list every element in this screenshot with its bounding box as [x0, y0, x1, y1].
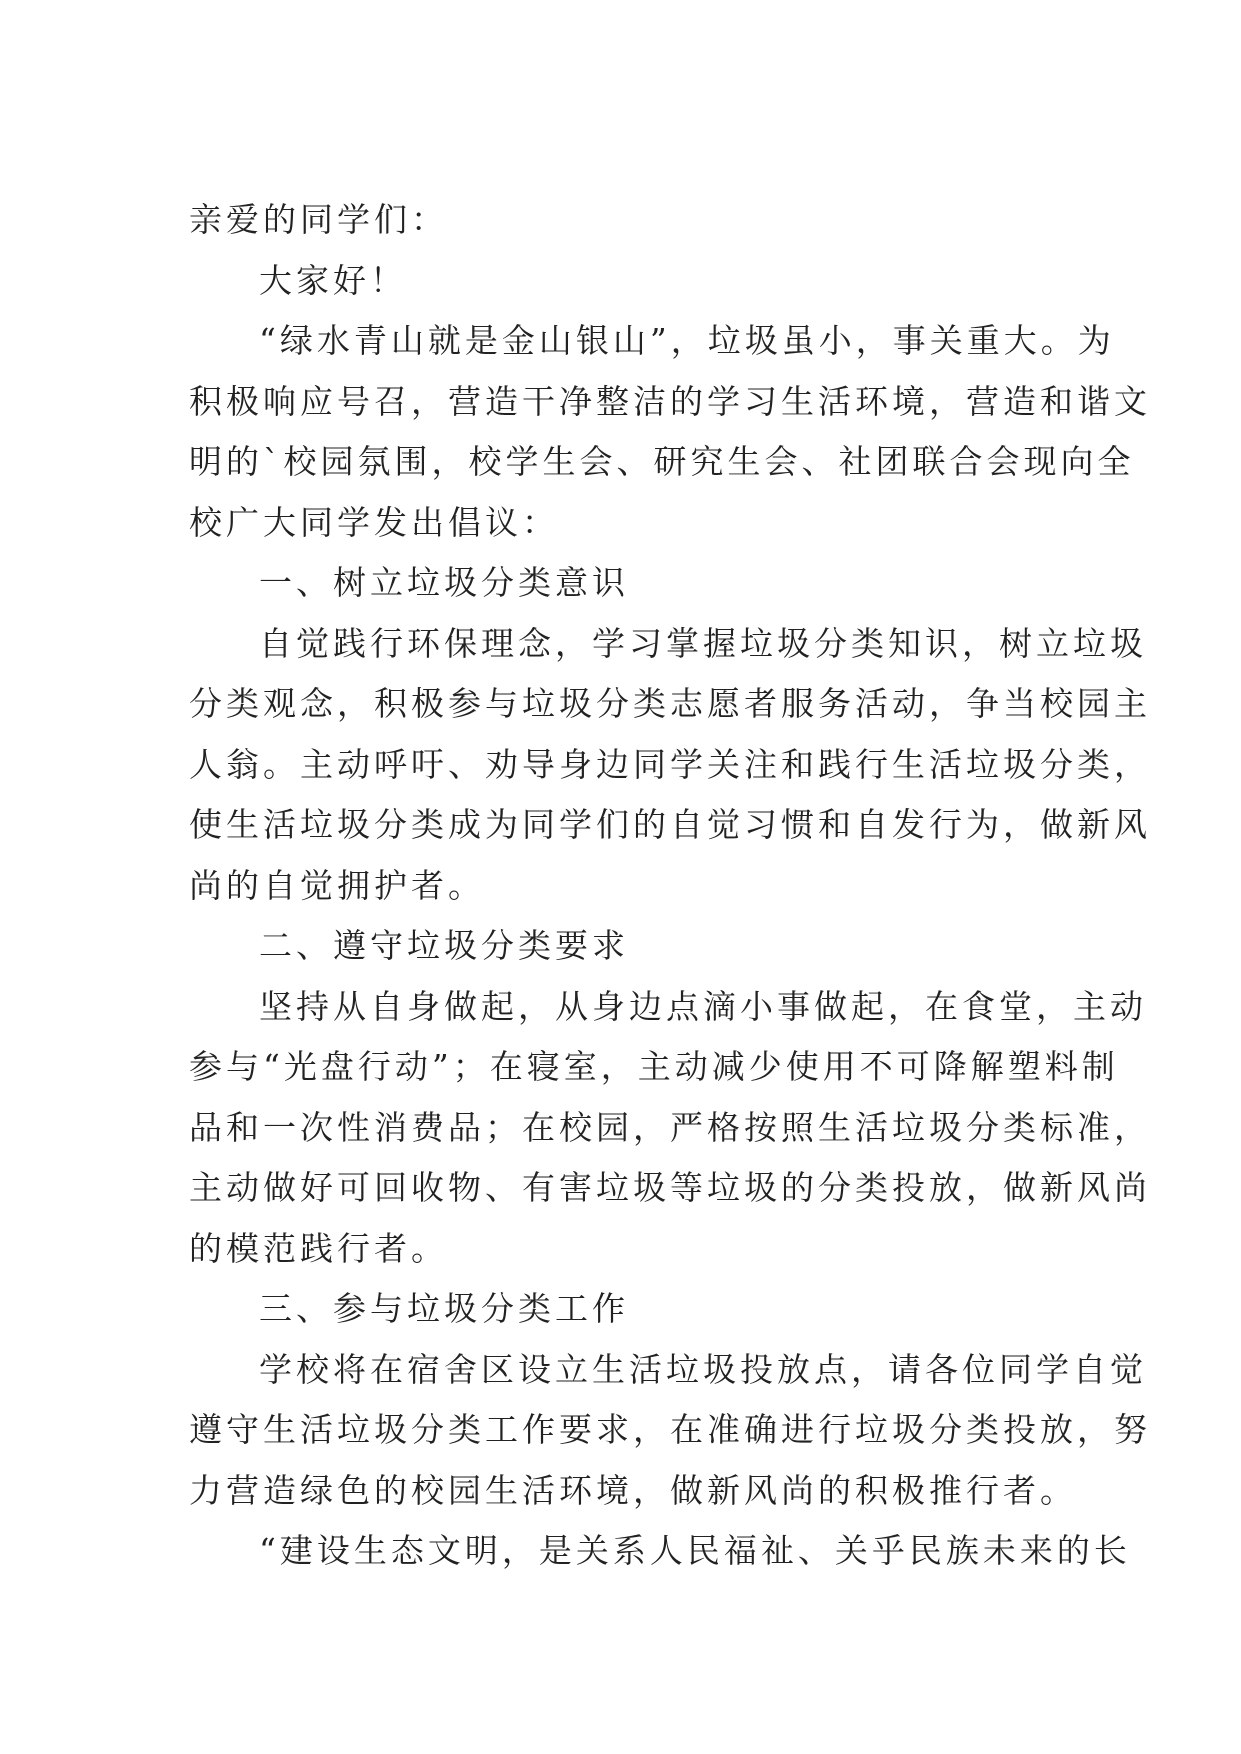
section-heading-1: 一、树立垃圾分类意识 — [259, 563, 629, 602]
text-line: 坚持从自身做起，从身边点滴小事做起，在食堂，主动 — [259, 986, 1147, 1026]
text-line: “绿水青山就是金山银山”，垃圾虽小，事关重大。为 — [259, 321, 1115, 360]
text-line: 主动做好可回收物、有害垃圾等垃圾的分类投放，做新风尚 — [189, 1168, 1151, 1207]
text-line: 校广大同学发出倡议： — [189, 502, 559, 542]
text-line: 分类观念，积极参与垃圾分类志愿者服务活动，争当校园主 — [189, 684, 1151, 723]
salutation-line: 大家好！ — [259, 260, 407, 300]
text-line: 明的`校园氛围，校学生会、研究生会、社团联合会现向全 — [189, 442, 1135, 481]
text-line: 积极响应号召，营造干净整洁的学习生活环境，营造和谐文 — [189, 381, 1151, 421]
text-line: “建设生态文明，是关系人民福祉、关乎民族未来的长 — [259, 1531, 1131, 1570]
document-body — [189, 190, 1151, 1582]
text-line: 遵守生活垃圾分类工作要求，在准确进行垃圾分类投放，努 — [189, 1410, 1151, 1449]
section-heading-2: 二、遵守垃圾分类要求 — [259, 926, 629, 965]
text-line: 学校将在宿舍区设立生活垃圾投放点，请各位同学自觉 — [259, 1349, 1147, 1389]
greeting-line: 亲爱的同学们： — [189, 200, 448, 239]
text-line: 的模范践行者。 — [189, 1228, 448, 1268]
text-line: 尚的自觉拥护者。 — [189, 865, 485, 905]
text-line: 人翁。主动呼吁、劝导身边同学关注和践行生活垃圾分类， — [189, 744, 1151, 784]
text-line: 参与“光盘行动”；在寝室，主动减少使用不可降解塑料制 — [189, 1047, 1119, 1086]
section-heading-3: 三、参与垃圾分类工作 — [259, 1289, 629, 1328]
text-line: 使生活垃圾分类成为同学们的自觉习惯和自发行为，做新风 — [189, 805, 1151, 844]
text-line: 自觉践行环保理念，学习掌握垃圾分类知识，树立垃圾 — [259, 623, 1147, 663]
text-line: 力营造绿色的校园生活环境，做新风尚的积极推行者。 — [189, 1470, 1077, 1510]
text-line: 品和一次性消费品；在校园，严格按照生活垃圾分类标准， — [189, 1107, 1151, 1147]
